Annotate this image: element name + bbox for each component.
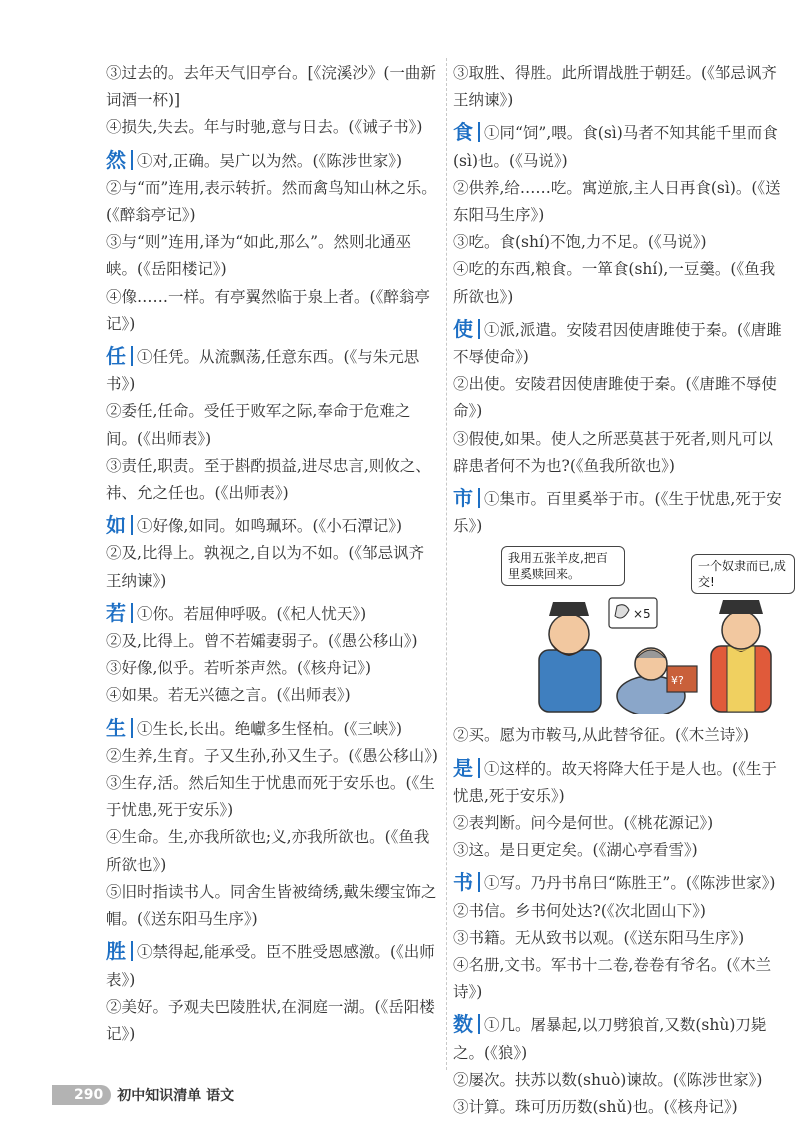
sense-source: (《醉翁亭记》) bbox=[106, 206, 196, 225]
sense-text: ①你。若屈伸呼吸。 bbox=[137, 604, 277, 623]
sense-text: ②屡次。扶苏以数(shuò)谏故。 bbox=[453, 1070, 673, 1089]
dictionary-entry bbox=[453, 722, 785, 749]
entry-sense bbox=[106, 344, 438, 398]
entry-sense bbox=[453, 952, 785, 1006]
dictionary-entry bbox=[106, 344, 438, 507]
sense-source: (《狼》) bbox=[484, 1043, 528, 1062]
dictionary-entry bbox=[453, 317, 785, 480]
entry-sense bbox=[106, 540, 438, 594]
entry-sense bbox=[453, 317, 785, 371]
left-column bbox=[106, 60, 438, 1054]
headword: 市 bbox=[453, 488, 480, 508]
sense-text: ③好像,似乎。若听茶声然。 bbox=[106, 659, 297, 678]
sense-text: ①写。乃丹书帛曰“陈胜王”。 bbox=[484, 874, 686, 893]
sense-source: (《陈涉世家》) bbox=[685, 874, 776, 893]
sense-text: ③与“则”连用,译为“如此,那么”。然则北通巫峡。 bbox=[106, 233, 412, 279]
sense-text: ③取胜、得胜。此所谓战胜于朝廷。 bbox=[453, 64, 702, 82]
right-column-top bbox=[453, 60, 785, 540]
entry-sense bbox=[106, 743, 438, 770]
sense-text: ④名册,文书。军书十二卷,卷卷有爷名。 bbox=[453, 956, 727, 975]
headword: 然 bbox=[106, 150, 133, 170]
headword: 胜 bbox=[106, 941, 133, 961]
illustration-market-trade bbox=[501, 546, 800, 714]
sense-source: (《核舟记》) bbox=[663, 1098, 738, 1117]
sense-source: (《岳阳楼记》) bbox=[106, 997, 435, 1043]
sense-text: ②生养,生育。子又生孙,孙又生子。 bbox=[106, 746, 349, 765]
sense-source: (《鱼我所欲也》) bbox=[453, 260, 776, 306]
sense-source: (《鱼我所欲也》) bbox=[106, 828, 430, 874]
sense-source: (《唐雎不辱使命》) bbox=[453, 375, 777, 421]
money-box-label: ¥? bbox=[671, 674, 684, 688]
column-divider bbox=[446, 58, 447, 1070]
sense-source: (《生于忧患,死于安乐》) bbox=[106, 774, 435, 820]
entry-sense bbox=[453, 756, 785, 810]
sense-text: ①禁得起,能承受。臣不胜受恩感激。 bbox=[137, 943, 390, 962]
entry-sense bbox=[106, 114, 438, 141]
entry-sense bbox=[453, 1012, 785, 1066]
sense-text: ①生长,长出。绝巘多生怪柏。 bbox=[137, 719, 344, 738]
dictionary-entry bbox=[106, 513, 438, 595]
entry-sense bbox=[453, 175, 785, 229]
sense-text: ①集市。百里奚举于市。 bbox=[484, 490, 655, 509]
sense-text: ④损失,失去。年与时驰,意与日去。 bbox=[106, 118, 349, 137]
entry-sense bbox=[106, 716, 438, 743]
entry-sense bbox=[453, 925, 785, 952]
sense-text: ②买。愿为市鞍马,从此替爷征。 bbox=[453, 726, 675, 745]
entry-sense bbox=[106, 229, 438, 283]
entry-sense bbox=[453, 870, 785, 897]
sense-text: ④如果。若无兴德之言。 bbox=[106, 686, 277, 705]
speech-bubble-right: 一个奴隶而已,成交! bbox=[691, 554, 795, 594]
sense-source: (《核舟记》) bbox=[296, 659, 372, 678]
sense-source: (《木兰诗》) bbox=[674, 726, 750, 745]
sense-source: (《唐雎不辱使命》) bbox=[453, 320, 782, 367]
entry-sense bbox=[106, 453, 438, 507]
sense-source: (《送东阳马生序》) bbox=[453, 178, 781, 225]
dictionary-entry bbox=[106, 60, 438, 142]
sense-source: (《生于忧患,死于安乐》) bbox=[453, 490, 782, 536]
right-column-bottom bbox=[453, 722, 785, 1121]
entry-sense bbox=[453, 1067, 785, 1094]
headword: 使 bbox=[453, 319, 480, 339]
entry-sense bbox=[453, 810, 785, 837]
entry-sense bbox=[106, 770, 438, 824]
headword: 生 bbox=[106, 718, 133, 738]
sense-source: (《次北固山下》) bbox=[600, 901, 706, 920]
sense-text: ②书信。乡书何处达? bbox=[453, 901, 601, 920]
page-footer bbox=[52, 1082, 252, 1108]
entry-sense bbox=[106, 655, 438, 682]
sense-source: (《出师表》) bbox=[106, 943, 435, 989]
sense-text: ②与“而”连用,表示转折。然而禽鸟知山林之乐。 bbox=[106, 178, 437, 197]
sense-text: ③生存,活。然后知生于忧患而死于安乐也。 bbox=[106, 774, 406, 793]
sense-text: ③这。是日更定矣。 bbox=[453, 841, 593, 860]
entry-sense bbox=[453, 371, 785, 425]
entry-sense bbox=[106, 284, 438, 338]
sense-text: ①同“饲”,喂。食(sì)马者不知其能千里而食(sì)也。 bbox=[453, 124, 778, 170]
sense-text: ①任凭。从流飘荡,任意东西。 bbox=[137, 348, 344, 367]
sense-text: ④像……一样。有亭翼然临于泉上者。 bbox=[106, 287, 370, 306]
entry-sense bbox=[453, 722, 785, 749]
sense-text: ③计算。珠可历历数(shǔ)也。 bbox=[453, 1098, 664, 1117]
sense-source: (《岳阳楼记》) bbox=[137, 260, 227, 279]
entry-sense bbox=[453, 837, 785, 864]
sense-source: (《出师表》) bbox=[137, 429, 212, 448]
sense-source: (《邹忌讽齐王纳谏》) bbox=[453, 64, 777, 110]
entry-sense bbox=[106, 628, 438, 655]
sense-source: (《鱼我所欲也》) bbox=[569, 456, 675, 475]
sense-text: ①好像,如同。如鸣珮环。 bbox=[137, 517, 313, 536]
headword: 是 bbox=[453, 758, 480, 778]
sense-source: (《诫子书》) bbox=[348, 118, 423, 137]
entry-sense bbox=[106, 939, 438, 993]
book-title: 初中知识清单 语文 bbox=[117, 1088, 235, 1104]
entry-sense bbox=[106, 175, 438, 229]
dictionary-entry bbox=[106, 716, 438, 934]
sense-text: ⑤旧时指读书人。同舍生皆被绮绣,戴朱缨宝饰之帽。 bbox=[106, 882, 437, 929]
headword: 若 bbox=[106, 603, 133, 623]
entry-sense bbox=[453, 256, 785, 310]
entry-sense bbox=[453, 486, 785, 540]
sense-text: ③假使,如果。使人之所恶莫甚于死者,则凡可以辟患者何不为也? bbox=[453, 429, 773, 475]
dictionary-entry bbox=[453, 60, 785, 114]
sense-source: (《邹忌讽齐王纳谏》) bbox=[106, 544, 425, 590]
speech-bubble-left: 我用五张羊皮,把百里奚赎回来。 bbox=[501, 546, 625, 586]
sense-source: (《生于忧患,死于安乐》) bbox=[453, 759, 777, 805]
sense-text: ④生命。生,亦我所欲也;义,亦我所欲也。 bbox=[106, 828, 385, 847]
sense-source: (《出师表》) bbox=[214, 484, 289, 503]
sense-text: ②出使。安陵君因使唐雎使于秦。 bbox=[453, 375, 686, 394]
dictionary-entry bbox=[106, 939, 438, 1048]
entry-sense bbox=[106, 60, 438, 114]
entry-sense bbox=[106, 879, 438, 933]
headword: 数 bbox=[453, 1014, 480, 1034]
dictionary-entry bbox=[453, 486, 785, 540]
sense-source: (《愚公移山》) bbox=[348, 746, 438, 765]
dictionary-entry bbox=[453, 120, 785, 310]
sense-source: (《木兰诗》) bbox=[453, 956, 772, 1002]
sense-text: ④吃的东西,粮食。一箪食(shí),一豆羹。 bbox=[453, 260, 731, 279]
sense-source: (《杞人忧天》) bbox=[276, 604, 367, 623]
dictionary-entry bbox=[453, 1012, 785, 1121]
sense-source: (《桃花源记》) bbox=[623, 814, 714, 833]
sense-text: ①派,派遣。安陵君因使唐雎使于秦。 bbox=[484, 320, 737, 339]
entry-sense bbox=[453, 426, 785, 480]
entry-sense bbox=[106, 682, 438, 709]
sense-source: (《送东阳马生序》) bbox=[623, 928, 745, 947]
sense-source: (《出师表》) bbox=[276, 686, 351, 705]
sense-text: ①这样的。故天将降大任于是人也。 bbox=[484, 759, 733, 778]
dictionary-entry bbox=[453, 756, 785, 865]
sense-source: [《浣溪沙》(一曲新词酒一杯)] bbox=[106, 64, 436, 110]
entry-sense bbox=[453, 120, 785, 174]
sense-text: ①几。屠暴起,以刀劈狼首,又数(shù)刀毙之。 bbox=[453, 1016, 767, 1062]
entry-sense bbox=[106, 148, 438, 175]
sense-source: (《愚公移山》) bbox=[327, 632, 418, 651]
headword: 如 bbox=[106, 515, 133, 535]
entry-sense bbox=[106, 601, 438, 628]
sense-text: ②及,比得上。孰视之,自以为不如。 bbox=[106, 544, 349, 563]
entry-sense bbox=[453, 229, 785, 256]
sense-source: (《醉翁亭记》) bbox=[106, 287, 430, 333]
entry-sense bbox=[106, 513, 438, 540]
entry-sense bbox=[106, 398, 438, 452]
sense-text: ②供养,给……吃。寓逆旅,主人日再食(sì)。 bbox=[453, 178, 752, 197]
sense-source: (《送东阳马生序》) bbox=[137, 910, 258, 929]
sense-text: ②表判断。问今是何世。 bbox=[453, 814, 624, 833]
sense-source: (《湖心亭看雪》) bbox=[592, 841, 698, 860]
headword: 书 bbox=[453, 872, 480, 892]
sense-text: ③责任,职责。至于斟酌损益,进尽忠言,则攸之、祎、允之任也。 bbox=[106, 456, 431, 503]
right-column bbox=[453, 60, 785, 1127]
sense-source: (《马说》) bbox=[509, 151, 568, 170]
headword: 食 bbox=[453, 122, 480, 142]
sense-text: ③吃。食(shí)不饱,力不足。 bbox=[453, 233, 648, 252]
dictionary-entry bbox=[106, 148, 438, 338]
headword: 任 bbox=[106, 346, 133, 366]
entry-sense bbox=[106, 994, 438, 1048]
sense-source: (《三峡》) bbox=[343, 719, 403, 738]
sense-source: (《与朱元思书》) bbox=[106, 348, 420, 394]
page-number: 290 bbox=[52, 1085, 111, 1105]
sense-source: (《陈涉世家》) bbox=[672, 1070, 763, 1089]
entry-sense bbox=[453, 60, 785, 114]
sense-source: (《陈涉世家》) bbox=[312, 151, 403, 170]
sense-text: ②及,比得上。曾不若孀妻弱子。 bbox=[106, 632, 328, 651]
sign-label: ×5 bbox=[633, 607, 651, 622]
dictionary-entry bbox=[106, 601, 438, 710]
sense-text: ③过去的。去年天气旧亭台。 bbox=[106, 64, 308, 82]
sense-text: ③书籍。无从致书以观。 bbox=[453, 928, 624, 947]
sense-text: ②委任,任命。受任于败军之际,奉命于危难之间。 bbox=[106, 402, 411, 448]
entry-sense bbox=[453, 898, 785, 925]
sense-text: ②美好。予观夫巴陵胜状,在洞庭一湖。 bbox=[106, 997, 375, 1016]
sense-text: ①对,正确。吴广以为然。 bbox=[137, 151, 313, 170]
dictionary-entry bbox=[453, 870, 785, 1006]
entry-sense bbox=[453, 1094, 785, 1121]
sense-source: (《马说》) bbox=[647, 233, 707, 252]
entry-sense bbox=[106, 824, 438, 878]
sense-source: (《小石潭记》) bbox=[312, 517, 403, 536]
